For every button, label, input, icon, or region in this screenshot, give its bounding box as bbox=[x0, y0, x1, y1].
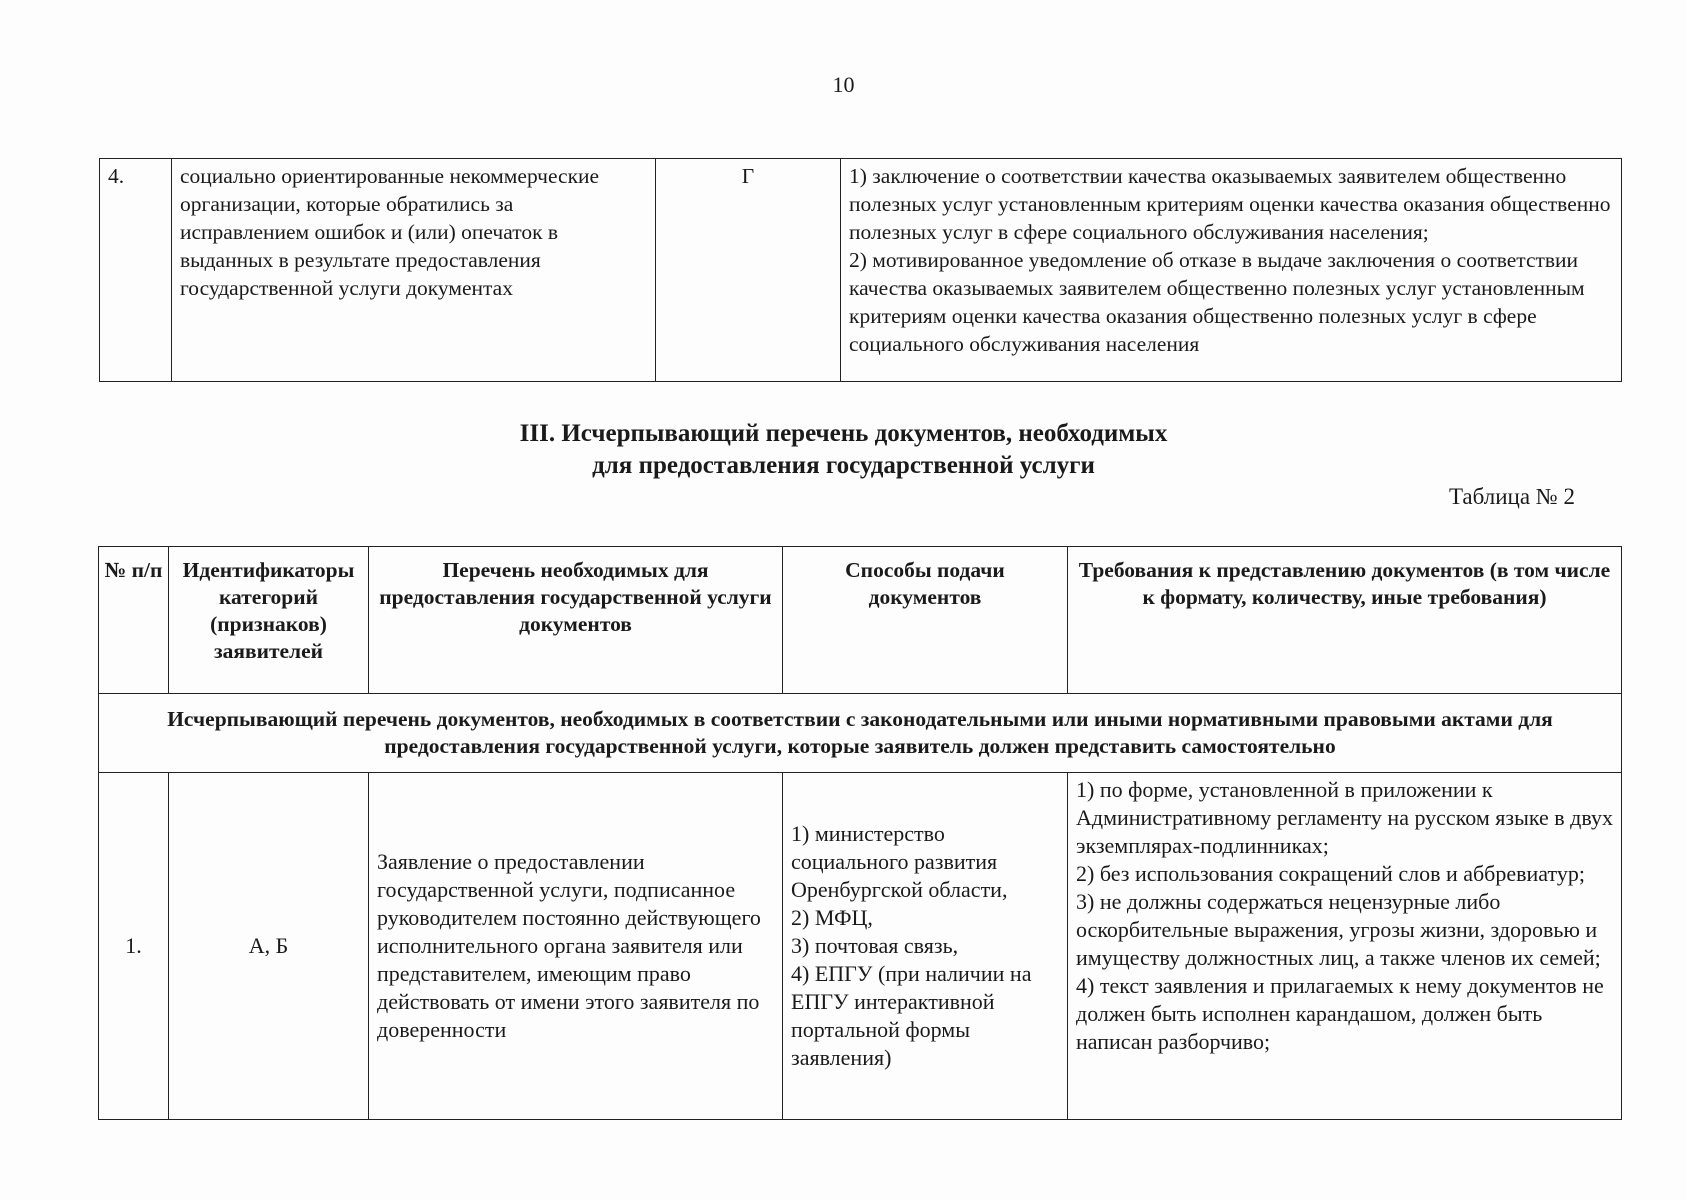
result-item: 2) мотивированное уведомление об отказе в выдаче заключения о соответствии качества оказываемых заявителем общественно полезных услуг установленным критериям оценки качества оказания общественно полезных услуг в сфере социального обслуживания населения bbox=[849, 248, 1585, 356]
table-row bbox=[100, 159, 1622, 382]
table-row bbox=[99, 773, 1622, 1120]
row-identifiers: А, Б bbox=[169, 773, 369, 1120]
category-id: Г bbox=[656, 159, 841, 382]
row-number: 1. bbox=[99, 773, 169, 1120]
documents-table bbox=[98, 546, 1622, 1120]
group-header: Исчерпывающий перечень документов, необходимых в соответствии с законодательными или иными нормативными правовыми актами для предоставления государственной услуги, которые заявитель должен представить самостоятельно bbox=[99, 694, 1622, 773]
row-number: 4. bbox=[100, 159, 172, 382]
method-item: 3) почтовая связь, bbox=[791, 933, 959, 958]
result-item: 1) заключение о соответствии качества оказываемых заявителем общественно полезных услуг установленным критериям оценки качества оказания общественно полезных услуг в сфере социального обслуживания населения; bbox=[849, 164, 1611, 244]
header-requirements: Требования к представлению документов (в том числе к формату, количеству, иные требования) bbox=[1068, 547, 1622, 694]
header-methods: Способы подачи документов bbox=[783, 547, 1068, 694]
table-header-row bbox=[99, 547, 1622, 694]
service-result bbox=[841, 159, 1622, 382]
header-identifiers: Идентификаторы категорий (признаков) заявителей bbox=[169, 547, 369, 694]
group-header-row bbox=[99, 694, 1622, 773]
continuation-table bbox=[99, 158, 1622, 382]
requirement-item: 3) не должны содержаться нецензурные либо оскорбительные выражения, угрозы жизни, здоровью и имуществу должностных лиц, а также членов их семей; bbox=[1076, 889, 1601, 970]
table-label: Таблица № 2 bbox=[1448, 484, 1575, 509]
row-methods bbox=[783, 773, 1068, 1120]
section-title-line: III. Исчерпывающий перечень документов, необходимых bbox=[519, 420, 1168, 447]
method-item: 1) министерство социального развития Оренбургской области, bbox=[791, 821, 1008, 902]
method-item: 4) ЕПГУ (при наличии на ЕПГУ интерактивной портальной формы заявления) bbox=[791, 961, 1032, 1070]
header-documents: Перечень необходимых для предоставления государственной услуги документов bbox=[369, 547, 783, 694]
requirement-item: 1) по форме, установленной в приложении к Административному регламенту на русском языке в двух экземплярах-подлинниках; bbox=[1076, 777, 1613, 858]
page-number: 10 bbox=[832, 72, 855, 97]
section-title bbox=[0, 418, 1687, 482]
applicant-category: социально ориентированные некоммерческие организации, которые обратились за исправлением ошибок и (или) опечаток в выданных в результате предоставления государственной услуги документах bbox=[172, 159, 656, 382]
row-document: Заявление о предоставлении государственной услуги, подписанное руководителем постоянно действующего исполнительного органа заявителя или представителем, имеющим право действовать от имени этого заявителя по доверенности bbox=[369, 773, 783, 1120]
section-title-line: для предоставления государственной услуги bbox=[592, 452, 1095, 479]
requirement-item: 2) без использования сокращений слов и аббревиатур; bbox=[1076, 861, 1585, 886]
row-requirements bbox=[1068, 773, 1622, 1120]
header-number: № п/п bbox=[99, 547, 169, 694]
requirement-item: 4) текст заявления и прилагаемых к нему документов не должен быть исполнен карандашом, должен быть написан разборчиво; bbox=[1076, 973, 1604, 1054]
method-item: 2) МФЦ, bbox=[791, 905, 873, 930]
